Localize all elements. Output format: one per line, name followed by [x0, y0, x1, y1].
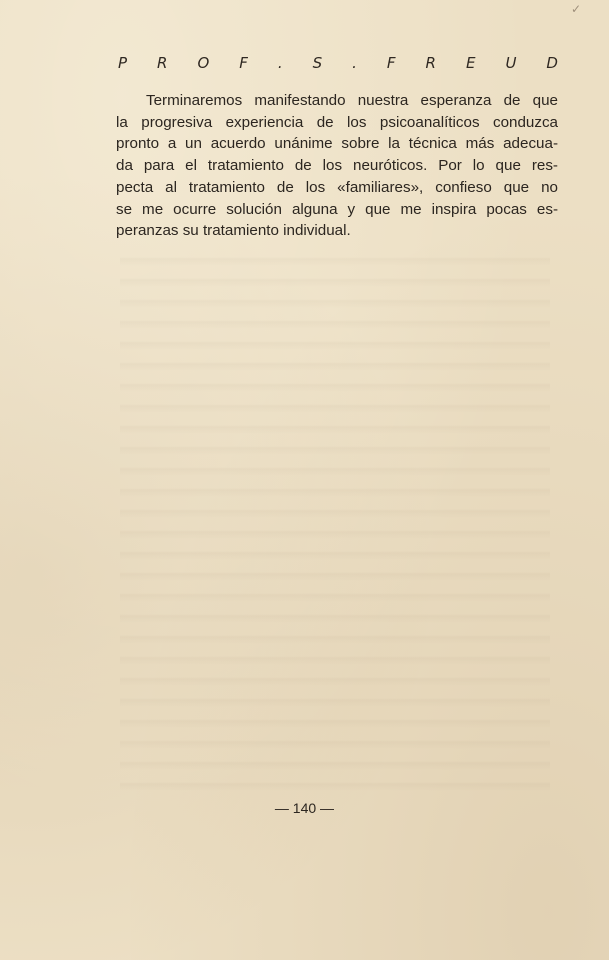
paragraph-line: pecta al tratamiento de los «familiares», confieso que no [116, 178, 558, 196]
running-head-letter: E [465, 54, 476, 72]
running-head-letter: F [386, 54, 396, 72]
running-head-letter: . [352, 54, 357, 72]
page-number: — 140 — [274, 800, 335, 816]
running-head-letter: P [118, 54, 128, 72]
paragraph-line: se me ocurre solución alguna y que me inspira pocas es- [116, 200, 558, 218]
running-head-letter: O [197, 54, 210, 72]
corner-handwritten-mark: ✓ [571, 2, 582, 16]
running-head-letter: R [157, 54, 168, 72]
running-head-letter: . [277, 54, 283, 72]
running-head-letter: S [312, 54, 323, 72]
paragraph-line: pronto a un acuerdo unánime sobre la técnica más adecua- [116, 135, 558, 153]
body-paragraph [116, 90, 558, 242]
show-through-texture [120, 245, 550, 795]
paragraph-line: peranzas su tratamiento individual. [116, 222, 351, 240]
running-head-letter: D [546, 54, 558, 72]
running-head-letter: R [425, 54, 436, 72]
paragraph-line: da para el tratamiento de los neuróticos. Por lo que res- [116, 157, 558, 175]
running-head [118, 52, 558, 74]
running-head-letter: U [505, 54, 517, 72]
paragraph-line: la progresiva experiencia de los psicoanalíticos conduzca [116, 113, 558, 131]
paragraph-line: Terminaremos manifestando nuestra esperanza de que [146, 92, 558, 109]
running-head-letter: F [239, 54, 248, 72]
